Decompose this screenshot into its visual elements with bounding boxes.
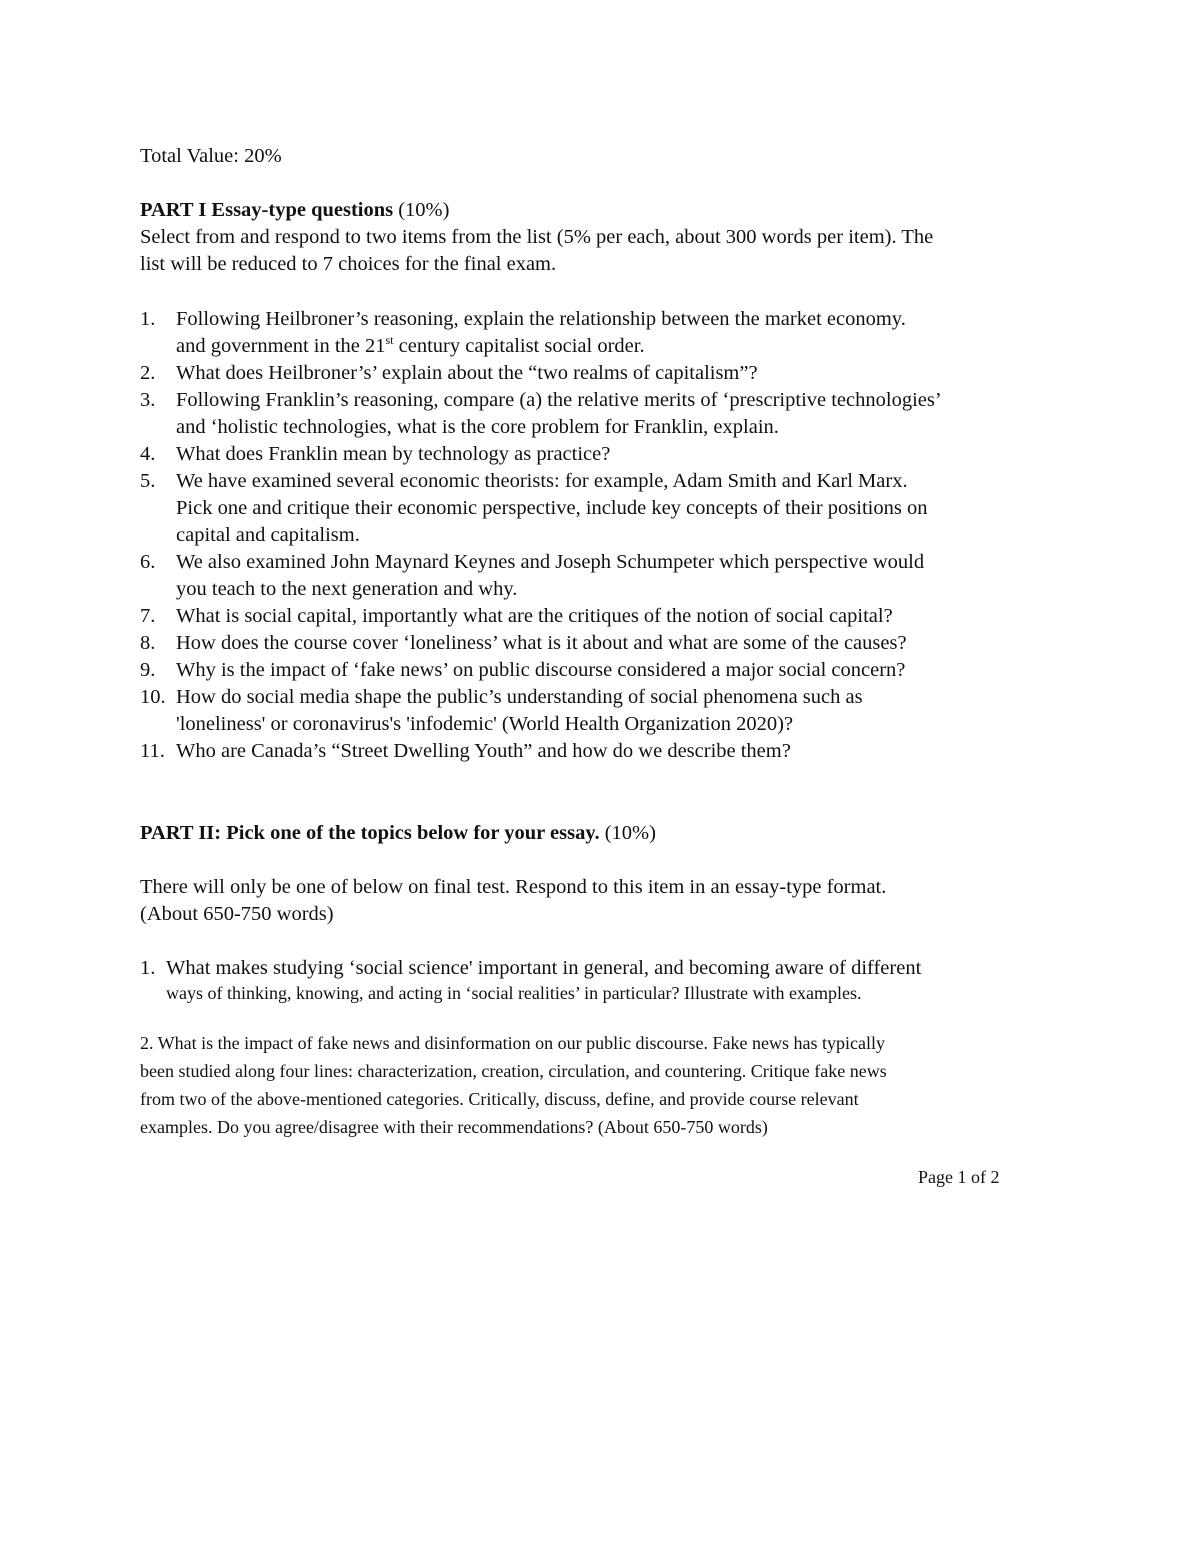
item-number: 1. [140,308,156,330]
item-text: What is social capital, importantly what are the critiques of the notion of social capital? [176,605,893,627]
item-text: 'loneliness' or coronavirus's 'infodemic' (World Health Organization 2020)? [176,713,794,735]
list-item [140,387,1065,441]
item-number: 3. [140,389,156,411]
part2-topic2 [140,1029,1065,1141]
item-number: 10. [140,686,166,708]
item-text: How do social media shape the public’s understanding of social phenomena such as [176,686,863,708]
item-number: 1. [140,957,156,979]
item-text: Following Franklin’s reasoning, compare (a) the relative merits of ‘prescriptive technologies’ [176,389,942,411]
list-item [140,738,1065,765]
item-text: ways of thinking, knowing, and acting in ‘social realities’ in particular? Illustrate with examples. [166,983,862,1003]
list-item [140,630,1065,657]
page-number: Page 1 of 2 [918,1167,1000,1187]
item-text: you teach to the next generation and why. [176,578,518,600]
item-text: capital and capitalism. [176,524,360,546]
part2-intro-line1: There will only be one of below on final test. Respond to this item in an essay-type format. [140,876,887,898]
item-text: What makes studying ‘social science' important in general, and becoming aware of different [166,957,922,979]
total-value: Total Value: 20% [140,145,282,167]
item-number: 2. [140,362,156,384]
list-item [140,441,1065,468]
list-item [140,468,1065,549]
part1-question-list [140,306,1065,765]
part1-intro-line2: list will be reduced to 7 choices for the final exam. [140,253,557,275]
part1-intro-line1: Select from and respond to two items from the list (5% per each, about 300 words per item). The [140,226,934,248]
part2-heading [140,820,1065,847]
item-text: and government in the 21st century capitalist social order. [176,333,645,357]
item-text: What does Franklin mean by technology as practice? [176,443,611,465]
topic2-line: from two of the above-mentioned categories. Critically, discuss, define, and provide course relevant [140,1089,859,1109]
list-item [140,306,1065,360]
item-text: What does Heilbroner’s’ explain about the “two realms of capitalism”? [176,362,758,384]
part1-heading-title: PART I Essay-type questions [140,199,394,221]
item-text: Pick one and critique their economic perspective, include key concepts of their positions on [176,497,928,519]
topic2-line: been studied along four lines: characterization, creation, circulation, and countering. Critique fake news [140,1061,887,1081]
topic2-line: examples. Do you agree/disagree with their recommendations? (About 650-750 words) [140,1117,768,1137]
item-number: 5. [140,470,156,492]
list-item [140,657,1065,684]
item-text: We also examined John Maynard Keynes and Joseph Schumpeter which perspective would [176,551,925,573]
item-number: 6. [140,551,156,573]
part2-intro [140,874,1065,928]
list-item [140,955,1065,1007]
item-number: 7. [140,605,156,627]
part1-heading [140,197,1065,224]
part2-topic-list [140,955,1065,1007]
list-item [140,684,1065,738]
item-number: 8. [140,632,156,654]
item-number: 4. [140,443,156,465]
item-text: and ‘holistic technologies, what is the core problem for Franklin, explain. [176,416,779,438]
item-text: Following Heilbroner’s reasoning, explain the relationship between the market economy. [176,308,906,330]
item-text: How does the course cover ‘loneliness’ what is it about and what are some of the causes? [176,632,907,654]
part1-section [140,197,1065,278]
item-text: Why is the impact of ‘fake news’ on public discourse considered a major social concern? [176,659,906,681]
item-text: We have examined several economic theorists: for example, Adam Smith and Karl Marx. [176,470,908,492]
list-item [140,360,1065,387]
item-number: 9. [140,659,156,681]
item-text: Who are Canada’s “Street Dwelling Youth” and how do we describe them? [176,740,791,762]
part2-heading-weight: (10%) [599,822,656,844]
part2-intro-line2: (About 650-750 words) [140,903,334,925]
part2-heading-title: PART II: Pick one of the topics below for your essay. [140,822,600,844]
list-item [140,549,1065,603]
list-item [140,603,1065,630]
item-number: 11. [140,740,165,762]
part1-heading-weight: (10%) [393,199,450,221]
topic2-line: 2. What is the impact of fake news and disinformation on our public discourse. Fake news has typically [140,1033,885,1053]
